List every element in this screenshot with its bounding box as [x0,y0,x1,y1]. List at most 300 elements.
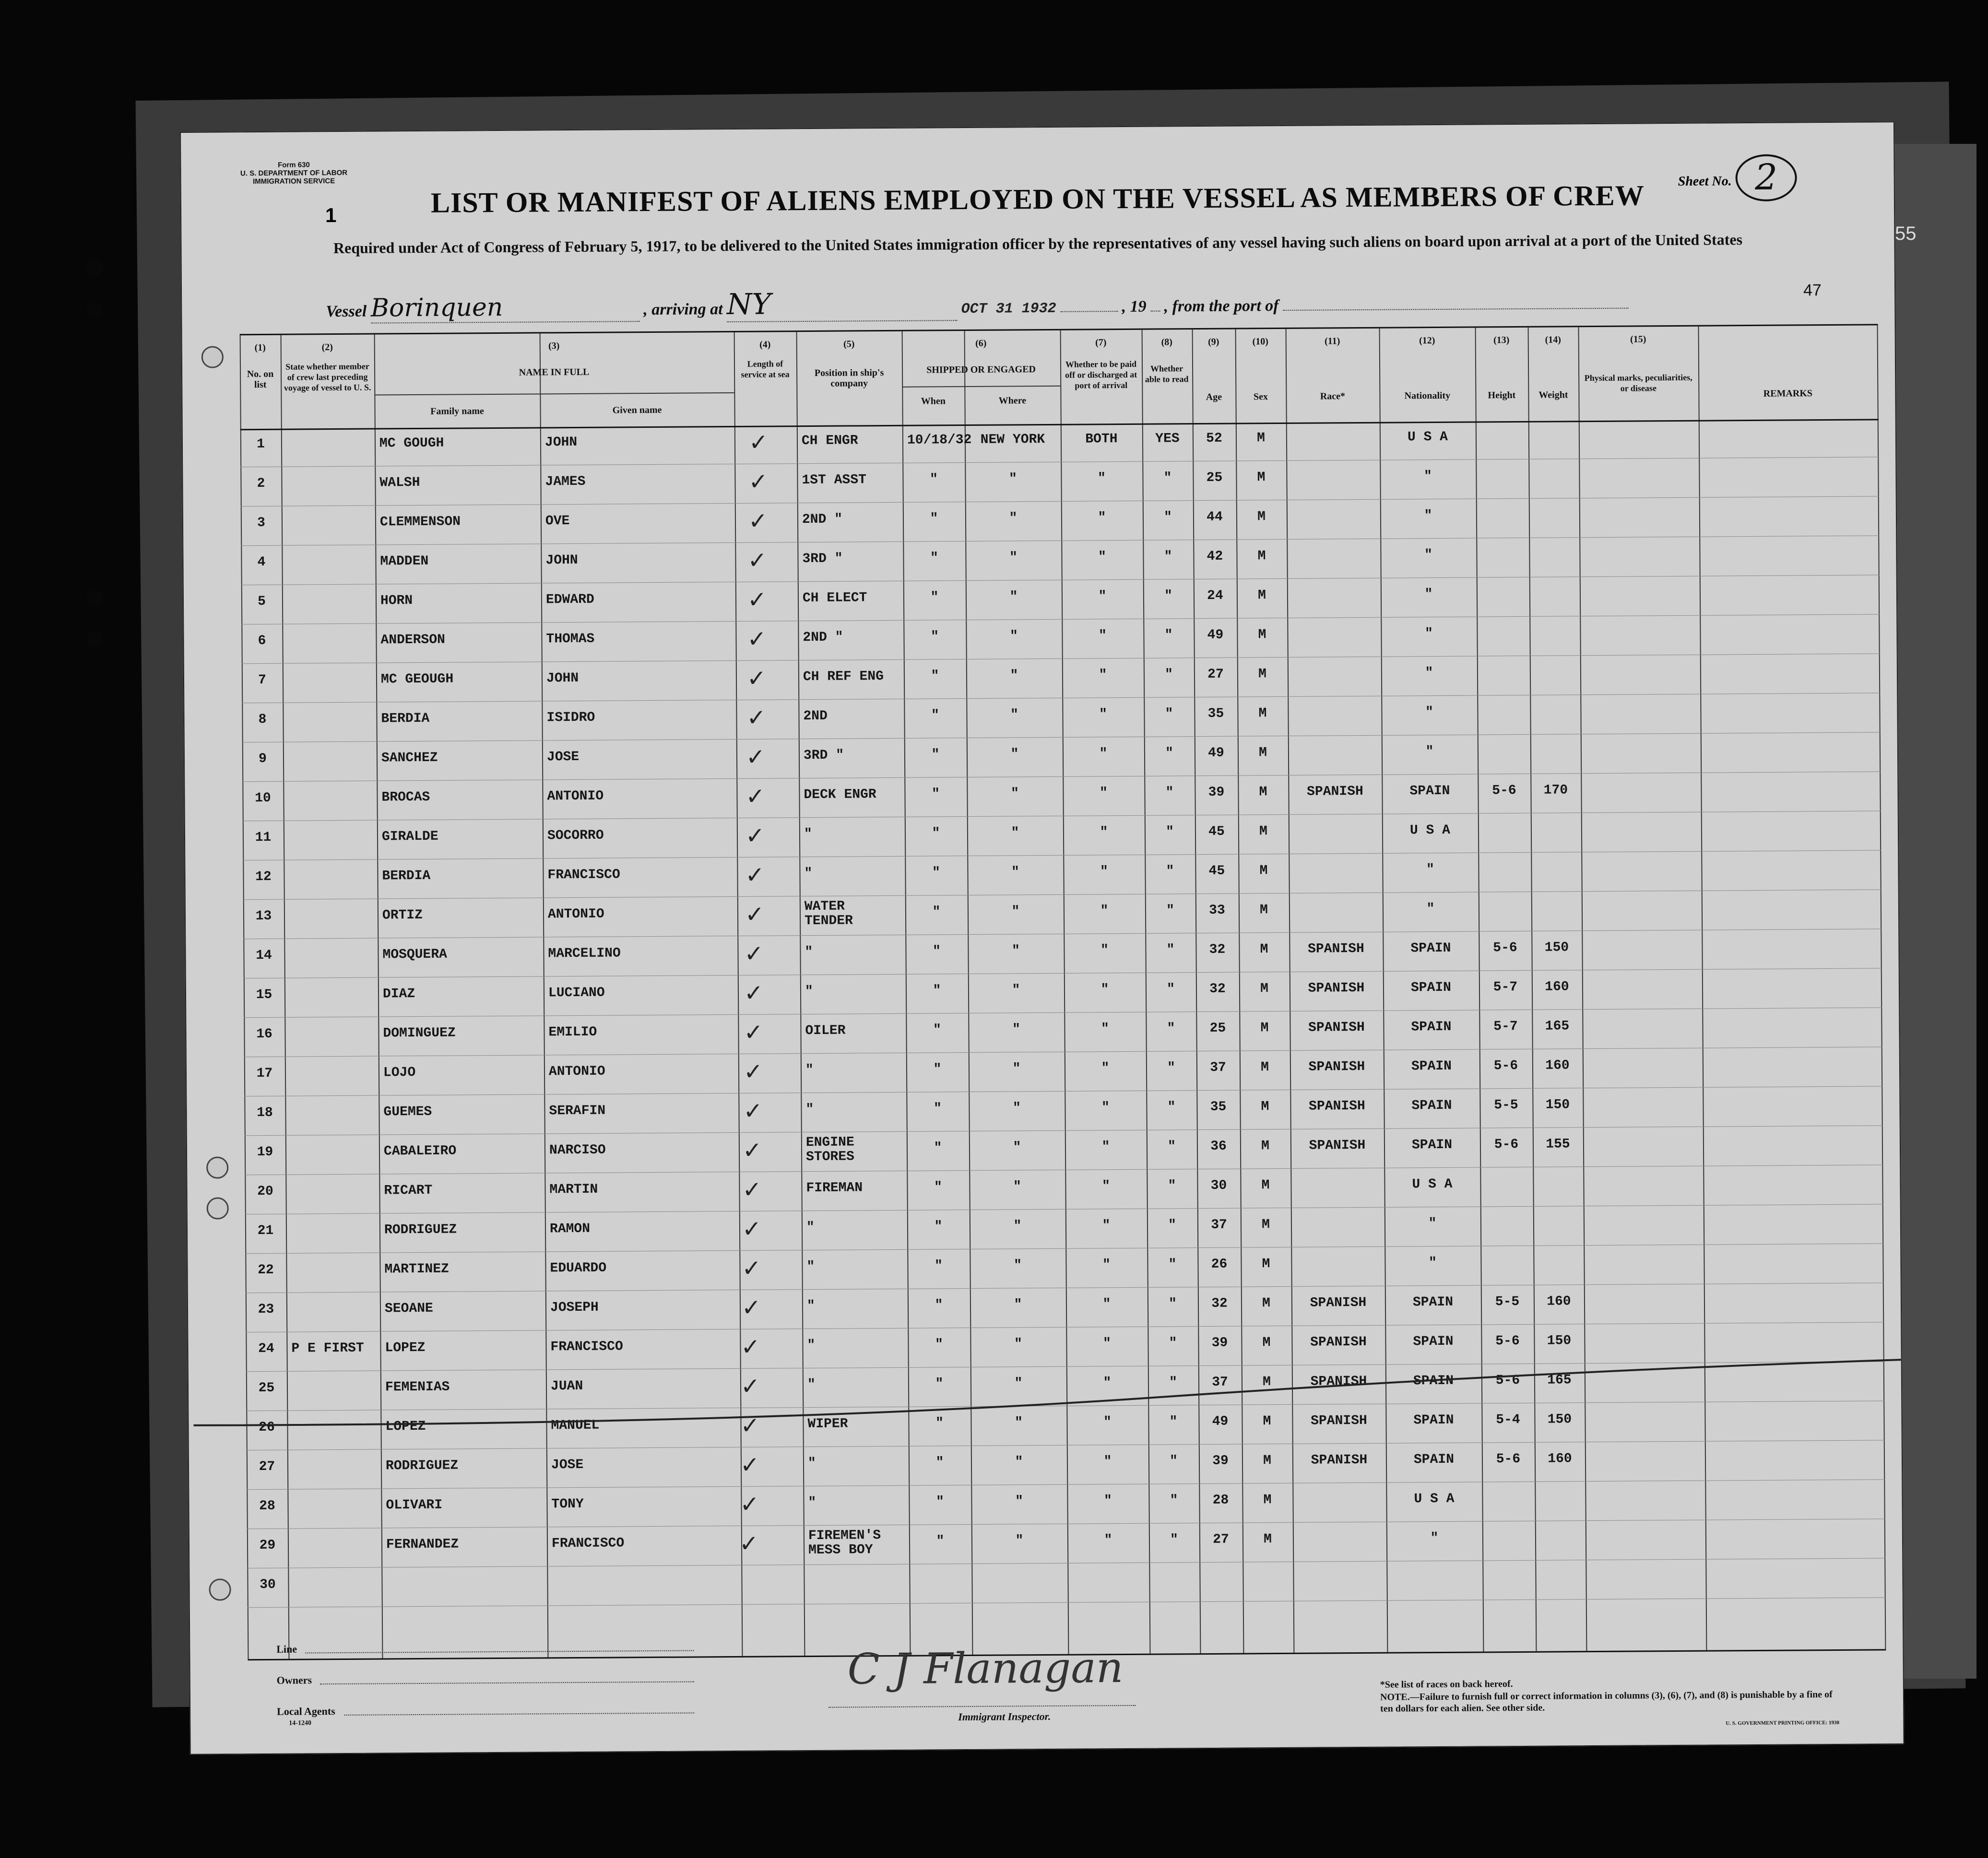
row-position: 2ND " [803,630,843,646]
row-able-to-read: " [1168,1218,1176,1233]
date-stamp: OCT 31 1932 [961,300,1056,318]
check-mark-icon: ✓ [746,665,767,692]
row-race: SPANISH [1310,1334,1367,1350]
header-no-on-list: No. on list [247,368,274,390]
binder-hole [86,302,104,319]
service-name: IMMIGRATION SERVICE [253,177,335,186]
row-nationality: SPAIN [1411,1019,1452,1035]
row-state [288,751,372,752]
check-mark-icon: ✓ [745,861,765,889]
check-mark-icon: ✓ [740,1373,760,1400]
row-number: 4 [257,554,266,570]
row-height [1487,1530,1530,1531]
row-family-name: CLEMMENSON [379,514,461,530]
row-given-name [552,1575,736,1576]
row-position: " [804,826,812,842]
row-when: " [933,983,941,999]
row-given-name: ANTONIO [548,1064,605,1080]
row-paid-off: BOTH [1085,432,1118,447]
row-given-name: FRANCISCO [547,867,620,883]
row-number: 22 [258,1262,274,1278]
row-when: " [935,1494,944,1510]
row-race: SPANISH [1309,1138,1366,1153]
row-age: 26 [1211,1257,1228,1272]
row-family-name: GIRALDE [381,829,438,845]
row-where: " [1012,983,1020,998]
row-where: " [1012,1061,1021,1077]
row-given-name: FRANCISCO [550,1339,623,1355]
row-paid-off: " [1099,707,1107,722]
row-number: 10 [255,790,271,806]
col-number: (3) [548,341,560,352]
row-where: " [1014,1337,1022,1352]
row-sex: M [1260,942,1268,957]
row-sex: M [1260,981,1268,997]
row-age: 36 [1210,1139,1227,1154]
row-able-to-read: " [1170,1532,1178,1548]
row-able-to-read: " [1169,1375,1177,1390]
row-height: 5-7 [1493,980,1518,995]
name-divider [374,392,734,396]
row-nationality: " [1424,587,1433,602]
row-position: 2ND " [802,512,843,528]
col-number: (1) [254,342,266,353]
row-paid-off: " [1102,1297,1111,1312]
row-family-name: BROCAS [381,789,430,805]
row-family-name: BERDIA [382,868,431,884]
row-where: " [1012,1022,1020,1037]
check-mark-icon: ✓ [743,1097,763,1125]
row-given-name: JOSEPH [550,1300,599,1316]
row-paid-off: " [1103,1454,1112,1470]
row-paid-off: " [1100,1022,1109,1037]
row-weight [1540,1569,1581,1570]
row-where: " [1010,747,1019,762]
row-height [1485,1176,1528,1177]
row-given-name: JAMES [545,474,586,490]
row-age: 37 [1210,1060,1226,1075]
row-able-to-read: " [1166,982,1175,997]
row-when: " [930,551,938,566]
row-given-name: LUCIANO [548,985,605,1001]
row-position: " [804,866,813,882]
row-sex: M [1262,1296,1270,1311]
row-able-to-read: " [1170,1493,1178,1508]
row-height: 5-6 [1495,1333,1520,1349]
row-number: 18 [257,1105,273,1121]
col-number: (11) [1325,336,1340,347]
row-given-name: ANTONIO [547,906,604,922]
row-when: " [932,865,940,881]
row-nationality: " [1423,469,1432,484]
row-paid-off: " [1099,786,1108,801]
table-header [240,325,1879,430]
row-height: 5-6 [1492,783,1516,799]
row-where: " [1011,865,1019,880]
row-given-name: EMILIO [548,1024,597,1040]
row-paid-off: " [1101,1061,1110,1076]
check-mark-icon: ✓ [743,1058,763,1085]
row-position: FIREMAN [806,1180,863,1196]
check-mark-icon: ✓ [741,1294,761,1321]
row-race: SPANISH [1308,980,1365,996]
row-when: " [930,629,939,645]
row-age: 45 [1208,863,1225,879]
check-mark-icon: ✓ [746,783,765,810]
row-number: 30 [260,1577,276,1593]
col-number: (9) [1207,336,1219,347]
row-when: 10/18/32 [907,432,972,448]
row-age: 28 [1212,1493,1229,1508]
row-given-name: THOMAS [546,631,595,647]
row-position: " [805,944,813,960]
row-number: 14 [256,948,272,964]
row-sex: M [1261,1139,1269,1154]
col-number: (12) [1419,335,1435,346]
row-paid-off: " [1098,550,1106,565]
row-race: SPANISH [1308,941,1364,957]
check-mark-icon: ✓ [747,625,767,653]
row-able-to-read: " [1165,706,1173,722]
row-given-name: MANUEL [551,1418,600,1434]
row-paid-off: " [1099,746,1108,762]
row-given-name: EDWARD [545,592,594,608]
check-mark-icon: ✓ [748,507,768,535]
row-height: 5-6 [1493,1058,1518,1074]
row-position: " [805,1062,814,1078]
sheet-number-value: 2 [1735,154,1797,201]
row-race: SPANISH [1309,1098,1365,1114]
row-family-name: LOJO [383,1065,416,1081]
row-where: " [1012,1101,1021,1116]
row-able-to-read: " [1167,1060,1175,1076]
owners-label: Owners [276,1674,312,1686]
row-sex: M [1257,588,1266,603]
row-where: " [1014,1297,1022,1313]
row-number: 20 [257,1184,273,1199]
year-label: , 19 [1122,297,1147,316]
check-mark-icon: ✓ [742,1255,761,1282]
row-family-name: FEMENIAS [385,1379,450,1395]
row-sex: M [1259,903,1268,918]
row-given-name: JUAN [550,1378,583,1394]
row-given-name: SOCORRO [547,828,604,844]
row-given-name: OVE [545,514,570,529]
row-given-name: MARTIN [549,1182,598,1198]
header-able-to-read: Whether able to read [1145,364,1189,384]
row-position: " [807,1456,816,1471]
row-weight: 160 [1548,1451,1572,1467]
row-family-name: WALSH [379,475,420,491]
row-able-to-read: " [1169,1336,1177,1351]
row-able-to-read: " [1168,1178,1176,1194]
row-weight [1538,1215,1579,1216]
row-weight: 160 [1547,1294,1571,1309]
row-number: 11 [255,830,272,846]
row-when: " [935,1337,943,1352]
row-able-to-read: " [1165,785,1174,800]
row-number: 26 [259,1420,275,1435]
row-nationality: U S A [1407,429,1448,445]
row-family-name: MADDEN [380,553,429,569]
row-given-name: JOHN [544,435,578,450]
row-position: " [807,1338,816,1353]
row-weight: 160 [1545,1058,1570,1073]
row-family-name: MARTINEZ [384,1261,450,1277]
row-paid-off [1072,1572,1144,1573]
row-family-name: LOPEZ [385,1419,426,1435]
col-number: (5) [843,339,855,350]
row-height: 5-5 [1494,1097,1518,1113]
row-weight: 150 [1544,940,1569,955]
header-race: Race* [1320,391,1346,402]
vessel-name: Borinquen [371,292,639,323]
row-family-name: MC GEOUGH [380,671,454,687]
row-where: " [1013,1179,1021,1195]
row-family-name: ANDERSON [380,632,445,648]
row-family-name: GUEMES [383,1104,432,1120]
footer-block [238,1624,1870,1744]
row-nationality: " [1425,705,1433,720]
row-family-name: MC GOUGH [379,435,444,451]
row-nationality: U S A [1409,823,1451,838]
header-when: When [921,396,946,407]
row-when: " [932,944,941,959]
row-able-to-read: " [1166,942,1175,958]
row-race [1291,430,1375,431]
check-mark-icon: ✓ [740,1491,759,1518]
row-sex: M [1258,667,1266,682]
row-nationality: SPAIN [1410,941,1451,956]
binder-hole [86,259,104,276]
row-when: " [930,590,939,605]
row-where: " [1009,589,1018,605]
punch-ring [207,1197,229,1219]
header-shipped-or-engaged: SHIPPED OR ENGAGED [926,364,1036,376]
form-number: Form 630 [278,161,310,169]
check-mark-icon: ✓ [744,940,764,967]
row-nationality: " [1424,626,1433,642]
arriving-port: NY [727,286,957,322]
row-position: 3RD " [803,748,844,764]
row-nationality: " [1426,902,1435,917]
row-weight [1536,822,1576,823]
row-state: P E FIRST [291,1341,364,1356]
row-weight: 160 [1545,979,1569,995]
col-number: (7) [1095,337,1107,348]
row-nationality: " [1424,548,1432,563]
from-port-label: , from the port of [1164,297,1279,316]
agents-label: Local Agents [277,1705,335,1717]
header-position: Position in ship's company [814,367,884,389]
row-number: 25 [258,1380,275,1396]
row-sex: M [1263,1414,1271,1429]
row-age: 32 [1209,942,1226,957]
department-name: U. S. DEPARTMENT OF LABOR [240,168,348,178]
row-sex: M [1261,1099,1269,1115]
row-when: " [934,1258,943,1274]
check-mark-icon: ✓ [740,1412,760,1439]
row-when: " [932,905,941,920]
row-given-name: JOHN [546,670,579,686]
row-family-name: DOMINGUEZ [383,1025,456,1041]
row-when: " [934,1141,942,1156]
row-position: " [806,1220,815,1235]
row-number: 21 [257,1223,274,1239]
row-paid-off: " [1097,471,1106,486]
col-number: (2) [321,342,333,353]
row-sex: M [1257,509,1266,525]
row-height [1482,665,1525,666]
row-number: 1 [256,436,265,452]
row-age: 35 [1207,706,1224,721]
row-able-to-read: " [1164,549,1172,564]
header-state: State whether member of crew last preceding voyage of vessel to U. S. [284,361,371,393]
row-when: " [931,669,939,684]
row-state [286,436,370,437]
row-when: " [929,472,938,487]
row-sex [1247,1571,1288,1572]
row-number: 12 [255,869,272,885]
row-nationality: U S A [1412,1176,1453,1192]
row-sex: M [1262,1375,1271,1390]
fine-note: NOTE.—Failure to furnish full or correct information in columns (3), (6), (7), and (8) is punishable by a fine of ten dollars for each alien. See other side. [1380,1689,1833,1714]
document-subtitle: Required under Act of Congress of February 5, 1917, to be delivered to the United States immigration officer by the representatives of any vessel having such aliens on board upon arrival at a port of the United States [333,231,1743,257]
check-mark-icon: ✓ [744,1019,763,1046]
agents-code: 14-1240 [289,1719,311,1727]
row-when: " [933,1023,941,1038]
year-blank [1150,311,1160,312]
row-weight: 170 [1543,783,1568,798]
row-where: " [1008,471,1017,487]
row-sex: M [1259,863,1268,879]
check-mark-icon: ✓ [742,1215,762,1243]
check-mark-icon: ✓ [745,901,765,928]
row-age: 42 [1207,549,1223,564]
punch-ring [201,346,224,368]
row-age: 27 [1213,1532,1229,1547]
row-weight: 155 [1546,1137,1570,1152]
row-state [291,1262,375,1263]
row-age: 49 [1208,745,1224,761]
row-where: " [1014,1415,1023,1431]
check-mark-icon: ✓ [747,586,767,613]
row-given-name: ANTONIO [547,788,604,804]
check-mark-icon: ✓ [748,468,768,495]
row-able-to-read: " [1166,864,1174,879]
date-blank [1060,311,1118,312]
row-state [289,987,373,988]
row-race: SPANISH [1311,1452,1368,1468]
row-race: SPANISH [1310,1374,1367,1389]
row-where: " [1010,707,1018,723]
row-nationality: SPAIN [1413,1334,1454,1350]
row-where: NEW YORK [980,432,1045,447]
row-paid-off: " [1102,1258,1111,1273]
row-able-to-read: " [1164,588,1172,604]
row-height: 5-5 [1495,1294,1520,1310]
row-where: " [1011,904,1020,919]
row-height [1485,1255,1528,1256]
vessel-label: Vessel [326,302,367,321]
row-nationality: " [1425,666,1433,681]
row-number: 8 [258,712,267,728]
row-paid-off: " [1103,1376,1112,1391]
row-family-name: RODRIGUEZ [385,1458,459,1474]
row-age: 45 [1208,824,1225,839]
row-where: " [1009,629,1018,644]
row-paid-off: " [1101,1140,1110,1155]
row-able-to-read: " [1168,1296,1177,1312]
row-number: 17 [256,1066,273,1082]
side-number-top: 55 [1895,223,1917,244]
document-title: LIST OR MANIFEST OF ALIENS EMPLOYED ON THE VESSEL AS MEMBERS OF CREW [430,179,1645,219]
check-mark-icon: ✓ [740,1451,760,1479]
row-race [1297,1492,1381,1493]
row-nationality [1391,1570,1478,1571]
row-sex: M [1260,1060,1269,1075]
printer-line: U. S. GOVERNMENT PRINTING OFFICE: 1930 [1726,1719,1839,1727]
row-number: 5 [257,594,266,610]
row-height: 5-6 [1493,941,1517,956]
row-number: 15 [256,987,272,1003]
row-age: 25 [1206,470,1223,485]
row-age: 44 [1207,509,1223,525]
check-mark-icon: ✓ [744,979,764,1007]
header-paid-off: Whether to be paid off or discharged at port of arrival [1065,359,1137,390]
row-weight [1534,586,1575,587]
row-where: " [1011,825,1019,841]
row-able-to-read: " [1166,903,1174,918]
line-label: Line [276,1643,297,1655]
row-able-to-read: " [1167,1100,1176,1115]
check-mark-icon: ✓ [746,704,766,731]
check-mark-icon: ✓ [741,1333,760,1361]
row-race: SPANISH [1308,1059,1365,1075]
row-family-name: FERNANDEZ [386,1537,459,1552]
row-nationality: SPAIN [1413,1452,1455,1468]
row-number: 29 [259,1538,276,1553]
row-able-to-read: " [1164,628,1173,643]
row-age: 25 [1209,1021,1226,1036]
row-state [287,672,371,673]
row-position: " [807,1377,816,1393]
row-position: WIPER [807,1416,848,1432]
row-state [288,869,372,870]
row-age: 33 [1209,903,1225,918]
row-nationality: " [1430,1531,1439,1546]
row-age: 32 [1211,1296,1228,1311]
row-sex: M [1262,1257,1270,1272]
col-number: (14) [1545,334,1561,345]
row-state [292,1498,376,1499]
row-sex: M [1262,1335,1271,1351]
check-mark-icon: ✓ [746,743,766,771]
row-able-to-read: " [1165,824,1174,840]
row-when: " [931,787,940,802]
row-paid-off: " [1099,668,1107,683]
row-position: CH ELECT [802,590,867,606]
row-state [290,1144,374,1145]
row-height [1481,547,1524,548]
row-age: 27 [1207,667,1224,682]
row-family-name: LOPEZ [385,1340,426,1356]
row-position: 3RD " [802,551,843,567]
row-position: " [806,1259,815,1275]
row-age: 39 [1212,1453,1229,1469]
row-position: CH ENGR [801,433,858,449]
row-given-name: TONY [551,1496,584,1512]
